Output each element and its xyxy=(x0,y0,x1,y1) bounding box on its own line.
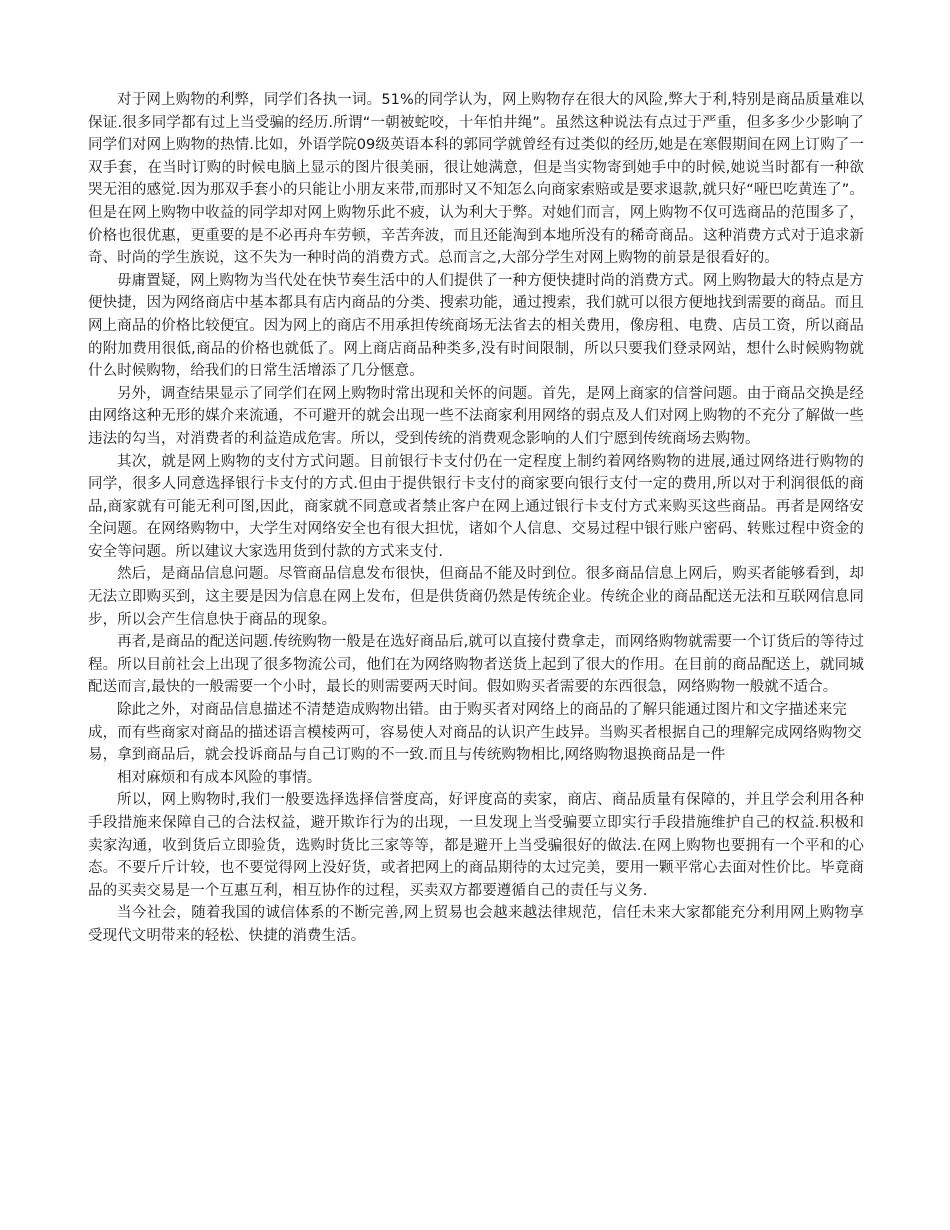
article-body xyxy=(88,89,864,948)
paragraph-6: 再者,是商品的配送问题.传统购物一般是在选好商品后,就可以直接付费拿走，而网络购物就需要一个订货后的等待过程。所以目前社会上出现了很多物流公司，他们在为网络购物者送货上起到了很大的作用。在目前的商品配送上，就同城配送而言,最快的一般需要一个小时，最长的则需要两天时间。假如购买者需要的东西很急，网络购物一般就不适合。 xyxy=(88,634,864,696)
paragraph-1: 对于网上购物的利弊，同学们各执一词。51%的同学认为，网上购物存在很大的风险,弊大于利,特别是商品质量难以保证.很多同学都有过上当受骗的经历.所谓“一朝被蛇咬，十年怕井绳”。虽然这种说法有点过于严重，但多多少少影响了同学们对网上购物的热情.比如，外语学院09级英语本科的郭同学就曾经有过类似的经历,她是在寒假期间在网上订购了一双手套，在当时订购的时候电脑上显示的图片很美丽，很让她满意，但是当实物寄到她手中的时候,她说当时都有一种欲哭无泪的感觉.因为那双手套小的只能让小朋友来带,而那时又不知怎么向商家索赔或是要求退款,就只好“哑巴吃黄连了”。但是在网上购物中收益的同学却对网上购物乐此不疲，认为利大于弊。对她们而言，网上购物不仅可选商品的范围多了，价格也很优惠，更重要的是不必再舟车劳顿，辛苦奔波，而且还能淘到本地所没有的稀奇商品。这种消费方式对于追求新奇、时尚的学生族说，这不失为一种时尚的消费方式。总而言之,大部分学生对网上购物的前景是很看好的。 xyxy=(88,92,864,267)
paragraph-9: 所以，网上购物时,我们一般要选择选择信誉度高，好评度高的卖家，商店、商品质量有保障的，并且学会利用各种手段措施来保障自己的合法权益，避开欺诈行为的出现，一旦发现上当受骗要立即实行手段措施维护自己的权益.积极和卖家沟通，收到货后立即验货，选购时货比三家等等，都是避开上当受骗很好的做法.在网上购物也要拥有一个平和的心态。不要斤斤计较，也不要觉得网上没好货，或者把网上的商品期待的太过完美，要用一颗平常心去面对性价比。毕竟商品的买卖交易是一个互惠互利，相互协作的过程，买卖双方都要遵循自己的责任与义务. xyxy=(88,792,864,899)
paragraph-4: 其次，就是网上购物的支付方式问题。目前银行卡支付仍在一定程度上制约着网络购物的进展,通过网络进行购物的同学，很多人同意选择银行卡支付的方式.但由于提供银行卡支付的商家要向银行支付一定的费用,所以对于利润很低的商品,商家就有可能无利可图,因此，商家就不同意或者禁止客户在网上通过银行卡支付方式来购买这些商品。再者是网络安全问题。在网络购物中，大学生对网络安全也有很大担忧，诸如个人信息、交易过程中银行账户密码、转账过程中资金的安全等问题。所以建议大家选用货到付款的方式来支付. xyxy=(88,453,864,560)
paragraph-10: 当今社会，随着我国的诚信体系的不断完善,网上贸易也会越来越法律规范，信任未来大家都能充分利用网上购物享受现代文明带来的轻松、快捷的消费生活。 xyxy=(88,905,864,944)
paragraph-2: 毋庸置疑，网上购物为当代处在快节奏生活中的人们提供了一种方便快捷时尚的消费方式。网上购物最大的特点是方便快捷，因为网络商店中基本都具有店内商品的分类、搜索功能，通过搜索，我们就可以很方便地找到需要的商品。而且网上商品的价格比较便宜。因为网上的商店不用承担传统商场无法省去的相关费用，像房租、电费、店员工资，所以商品的附加费用很低,商品的价格也就低了。网上商店商品种类多,没有时间限制，所以只要我们登录网站，想什么时候购物就什么时候购物，给我们的日常生活增添了几分惬意。 xyxy=(88,272,864,380)
paragraph-5: 然后，是商品信息问题。尽管商品信息发布很快，但商品不能及时到位。很多商品信息上网后，购买者能够看到，却无法立即购买到，这主要是因为信息在网上发布，但是供货商仍然是传统企业。传统企业的商品配送无法和互联网信息同步，所以会产生信息快于商品的现象。 xyxy=(88,566,864,628)
paragraph-3: 另外，调查结果显示了同学们在网上购物时常出现和关怀的问题。首先，是网上商家的信誉问题。由于商品交换是经由网络这种无形的媒介来流通，不可避开的就会出现一些不法商家利用网络的弱点及人们对网上购物的不充分了解做一些违法的勾当，对消费者的利益造成危害。所以，受到传统的消费观念影响的人们宁愿到传统商场去购物。 xyxy=(88,385,864,447)
paragraph-8: 相对麻烦和有成本风险的事情。 xyxy=(117,769,322,786)
paragraph-7: 除此之外，对商品信息描述不清楚造成购物出错。由于购买者对网络上的商品的了解只能通过图片和文字描述来完成，而有些商家对商品的描述语言模棱两可，容易使人对商品的认识产生歧异。当购买者根据自己的理解完成网络购物交易，拿到商品后，就会投诉商品与自己订购的不一致.而且与传统购物相比,网络购物退换商品是一件 xyxy=(88,702,862,764)
